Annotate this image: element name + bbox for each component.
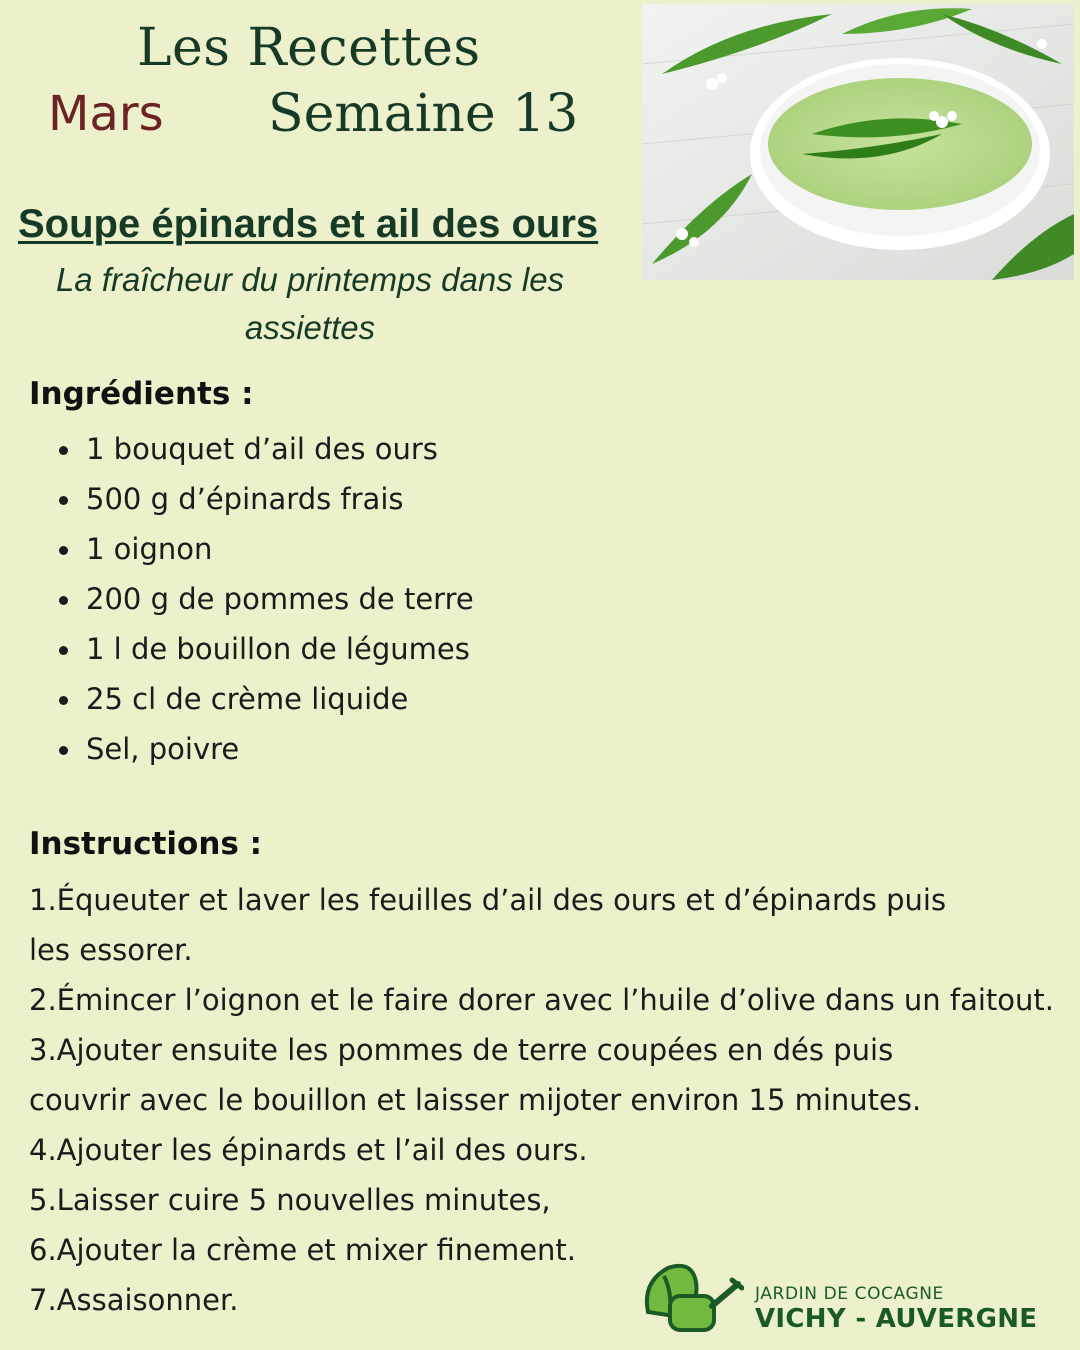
ingredient-item: Sel, poivre <box>29 726 474 776</box>
instructions-heading: Instructions : <box>29 826 263 862</box>
ingredient-item: 25 cl de crème liquide <box>29 676 474 726</box>
ingredient-item: 1 l de bouillon de légumes <box>29 626 474 676</box>
instructions-list <box>29 875 1059 1325</box>
page-title: Les Recettes <box>137 18 481 78</box>
ingredients-list <box>29 426 474 776</box>
logo-org-name: JARDIN DE COCAGNE <box>755 1284 944 1304</box>
watering-can-leaf-icon <box>640 1262 744 1336</box>
ingredients-heading: Ingrédients : <box>29 376 254 412</box>
ingredient-item: 200 g de pommes de terre <box>29 576 474 626</box>
instruction-step: 6.Ajouter la crème et mixer finement. <box>29 1233 577 1267</box>
recipe-title: Soupe épinards et ail des ours <box>18 202 599 246</box>
soup-photo <box>642 4 1074 280</box>
week-label: Semaine 13 <box>268 84 579 144</box>
month-label: Mars <box>48 86 164 142</box>
ingredient-item: 500 g d’épinards frais <box>29 476 474 526</box>
logo-location: VICHY - AUVERGNE <box>755 1304 1038 1334</box>
ingredient-item: 1 bouquet d’ail des ours <box>29 426 474 476</box>
instruction-step: 4.Ajouter les épinards et l’ail des ours. <box>29 1133 588 1167</box>
instruction-step: 2.Émincer l’oignon et le faire dorer avec l’huile d’olive dans un faitout. <box>29 983 1054 1017</box>
soup-bowl-image <box>642 4 1074 280</box>
instruction-step: 1.Équeuter et laver les feuilles d’ail des ours et d’épinards puis les essorer. <box>29 883 947 967</box>
jardin-de-cocagne-logo <box>640 1262 1060 1336</box>
ingredient-item: 1 oignon <box>29 526 474 576</box>
instruction-step: 5.Laisser cuire 5 nouvelles minutes, <box>29 1183 551 1217</box>
instruction-step: 7.Assaisonner. <box>29 1283 239 1317</box>
instruction-step: 3.Ajouter ensuite les pommes de terre coupées en dés puis couvrir avec le bouillon et laisser mijoter environ 15 minutes. <box>29 1033 922 1117</box>
recipe-subtitle: La fraîcheur du printemps dans les assiettes <box>55 261 565 346</box>
